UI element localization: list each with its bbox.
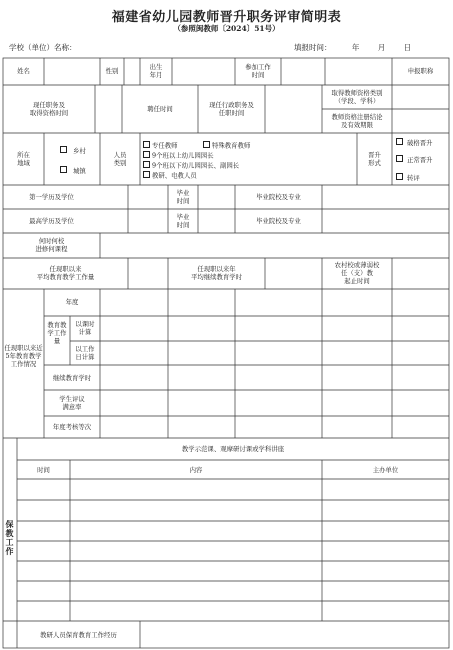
current-post-line2: 取得资格时间 [29, 109, 69, 117]
first-edu-label: 第一学历及学位 [29, 193, 74, 201]
staff-opt-2[interactable] [143, 151, 214, 160]
hire-time-label: 聘任时间 [147, 105, 173, 113]
by-hours-line2: 计算 [78, 328, 92, 336]
promo-opt-1-checkbox[interactable] [396, 155, 403, 162]
month-label: 月 [377, 43, 386, 52]
staff-opt-1-label: 特殊教育教师 [212, 141, 251, 150]
student-eval-line2: 满意率 [62, 403, 82, 411]
col-content-header: 内容 [189, 466, 203, 474]
work-start-label [235, 63, 281, 79]
rural-teaching-line3: 起止时间 [344, 277, 370, 285]
qual-type-line2: （学段、学科） [334, 97, 380, 105]
rural-teaching-label [322, 261, 392, 285]
staff-opt-2-label: 9个班以上幼儿园园长 [152, 151, 214, 160]
by-days-line2: 日计算 [75, 353, 95, 361]
location-line1: 所在 [17, 151, 30, 159]
day-label: 日 [403, 43, 412, 52]
promo-opt-2-checkbox[interactable] [396, 173, 403, 180]
workload-line1: 任现职以来 [49, 265, 82, 273]
rural-checkbox[interactable] [60, 146, 67, 153]
demo-title: 教学示范课、观摩研讨课或学科讲座 [181, 445, 285, 453]
rural-teaching-line1: 农村校或薄弱校 [334, 261, 380, 269]
five-year-label: 任现职以来近5年教育教学工作情况 [4, 344, 43, 368]
first-grad-time-line1: 毕业 [176, 189, 190, 197]
staff-opt-1[interactable] [203, 141, 250, 150]
student-eval-line1: 学生评议 [59, 395, 85, 403]
student-eval-label [44, 395, 100, 411]
gender-label: 性别 [105, 67, 119, 75]
staff-line2: 类别 [113, 159, 127, 167]
current-post-line1: 现任职务及 [33, 101, 65, 109]
promo-line1: 晋升 [368, 151, 381, 159]
highest-grad-time-label [168, 213, 198, 229]
admin-post-line2: 任职时间 [218, 109, 245, 117]
promo-line2: 形式 [368, 159, 381, 167]
staff-opt-3-label: 9个班以下幼儿园园长、副园长 [152, 161, 240, 170]
reg-label [322, 113, 392, 129]
reg-line1: 教师资格注册结论 [331, 113, 383, 121]
workload-label [3, 265, 128, 281]
staff-opt-4-checkbox[interactable] [143, 171, 150, 178]
first-grad-school-label: 毕业院校及专业 [256, 193, 301, 201]
location-line2: 地域 [17, 159, 30, 167]
annual-grade-label: 年度考核等次 [52, 423, 92, 431]
reg-line2: 及有效期限 [341, 121, 373, 129]
form-title: 福建省幼儿园教师晋升职务评审简明表 [111, 10, 342, 25]
by-hours-label [70, 320, 100, 336]
qual-type-label [322, 89, 392, 105]
cont-edu-label [168, 265, 265, 281]
highest-edu-label: 最高学历及学位 [29, 217, 74, 225]
promo-opt-0-label: 破格晋升 [407, 138, 433, 147]
study-line1: 何时何校 [38, 237, 65, 245]
form-subtitle: （参照闽教师〔2024〕51号） [173, 24, 280, 33]
staff-opt-0[interactable] [143, 141, 178, 150]
teaching-workload-label: 教育教学工作量 [47, 321, 67, 345]
admin-post-line1: 现任行政职务及 [209, 101, 254, 109]
first-grad-time-label [168, 189, 198, 205]
highest-grad-school-label: 毕业院校及专业 [256, 217, 301, 225]
work-start-line2: 时间 [251, 71, 265, 79]
workload-line2: 平均教育教学工作量 [36, 273, 95, 281]
staff-opt-4-label: 教研、电教人员 [152, 171, 197, 180]
cont-edu-line1: 任现职以来年 [197, 265, 236, 273]
urban-label: 城镇 [73, 166, 86, 175]
urban-option[interactable] [60, 166, 86, 175]
promo-opt-0-checkbox[interactable] [396, 138, 403, 145]
staff-opt-4[interactable] [143, 171, 197, 180]
by-days-label [70, 345, 100, 361]
promo-opt-0[interactable] [396, 138, 433, 147]
birth-label-line2: 年月 [149, 71, 163, 79]
apply-title-label: 申报职称 [407, 67, 434, 75]
rural-label: 乡村 [73, 146, 86, 155]
highest-grad-time-line1: 毕业 [176, 213, 190, 221]
qual-type-line1: 取得教师资格类别 [331, 89, 383, 97]
location-label [3, 151, 44, 167]
staff-line1: 人员 [113, 151, 127, 159]
year-label: 年 [351, 43, 360, 52]
birth-label-line1: 出生 [149, 63, 163, 71]
work-start-line1: 参加工作 [245, 63, 271, 71]
fill-time-label: 填报时间： [294, 43, 332, 52]
research-exp-label: 教研人员保育教育工作经历 [40, 631, 117, 639]
care-work-label: 保教工作 [5, 520, 15, 556]
promo-opt-1-label: 正常晋升 [407, 155, 433, 164]
staff-opt-0-label: 专任教师 [152, 141, 178, 150]
name-label: 姓名 [17, 67, 30, 75]
staff-opt-3-checkbox[interactable] [143, 161, 150, 168]
study-label [3, 237, 100, 253]
col-host-header: 主办单位 [372, 466, 399, 474]
highest-grad-time-line2: 时间 [176, 221, 190, 229]
promo-opt-2-label: 转评 [407, 173, 420, 182]
current-post-label [3, 101, 95, 117]
by-days-line1: 以工作 [75, 345, 95, 353]
cont-edu-line2: 平均继续教育学时 [190, 273, 243, 281]
urban-checkbox[interactable] [60, 166, 67, 173]
school-name-label: 学校（单位）名称： [9, 43, 77, 52]
year-col-label: 年度 [65, 298, 79, 306]
staff-opt-0-checkbox[interactable] [143, 141, 150, 148]
promo-label [357, 151, 392, 167]
staff-opt-2-checkbox[interactable] [143, 151, 150, 158]
col-time-header: 时间 [37, 466, 50, 474]
promo-opt-2[interactable] [396, 173, 420, 182]
rural-option[interactable] [60, 146, 86, 155]
staff-type-label [100, 151, 140, 167]
admin-post-label [198, 101, 265, 117]
staff-opt-1-checkbox[interactable] [203, 141, 210, 148]
rural-teaching-line2: 任（支）教 [341, 269, 373, 277]
promo-opt-1[interactable] [396, 155, 433, 164]
first-grad-time-line2: 时间 [176, 197, 190, 205]
staff-opt-3[interactable] [143, 161, 239, 170]
cont-edu-hours-label: 继续教育学时 [52, 374, 92, 382]
by-hours-line1: 以课时 [75, 320, 95, 328]
study-line2: 进修何课程 [35, 245, 68, 253]
birth-label [140, 63, 172, 79]
